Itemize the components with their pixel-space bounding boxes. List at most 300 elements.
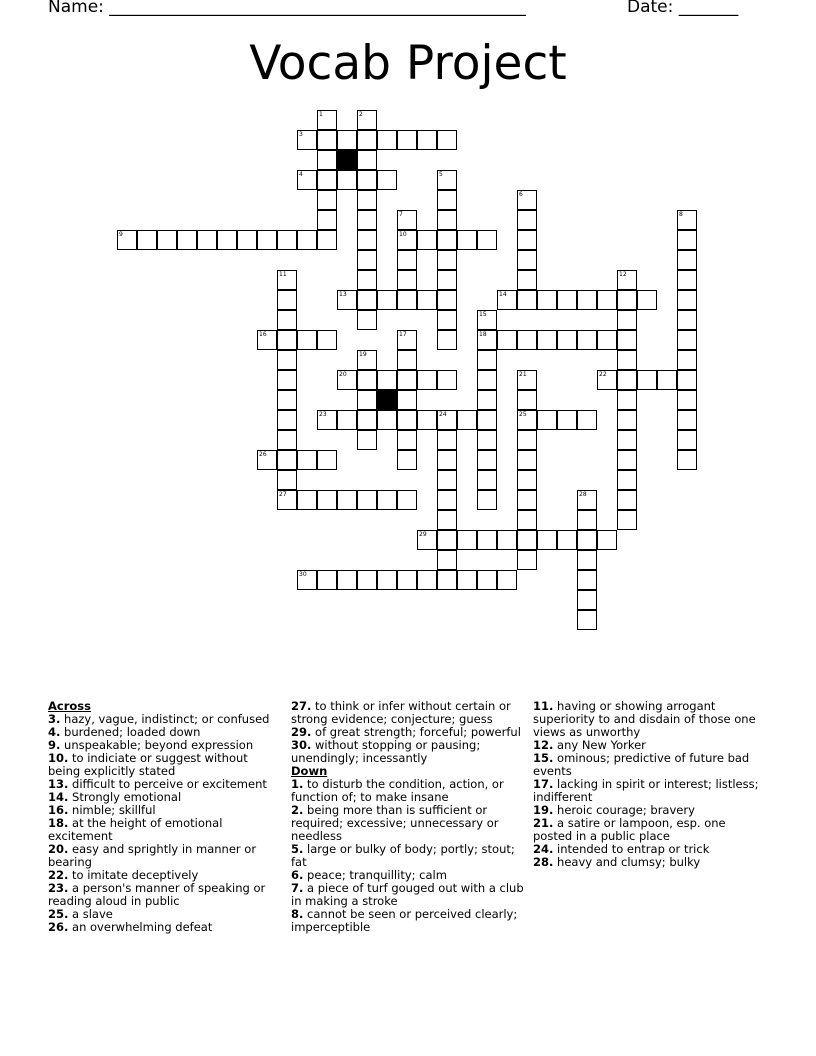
crossword-cell[interactable] bbox=[517, 410, 537, 430]
clue-number: 28 bbox=[579, 491, 587, 498]
across-clue-list bbox=[48, 713, 283, 934]
crossword-cell[interactable] bbox=[517, 510, 537, 530]
crossword-cell[interactable] bbox=[297, 490, 317, 510]
clue-text: heavy and clumsy; bulky bbox=[553, 855, 701, 869]
crossword-cell[interactable] bbox=[677, 390, 697, 410]
crossword-cell[interactable] bbox=[317, 190, 337, 210]
clue-number: 24 bbox=[439, 411, 447, 418]
crossword-cell[interactable] bbox=[317, 570, 337, 590]
clue-number: 17. bbox=[533, 777, 554, 791]
clue-text: an overwhelming defeat bbox=[68, 920, 213, 934]
clue-number: 18. bbox=[48, 816, 69, 830]
crossword-cell[interactable] bbox=[457, 570, 477, 590]
clue-number: 16. bbox=[48, 803, 69, 817]
crossword-cell[interactable] bbox=[617, 350, 637, 370]
crossword-cell[interactable] bbox=[337, 410, 357, 430]
crossword-cell[interactable] bbox=[397, 250, 417, 270]
crossword-cell[interactable] bbox=[437, 210, 457, 230]
crossword-cell[interactable] bbox=[417, 570, 437, 590]
clue-text: large or bulky of body; portly; stout; fat bbox=[291, 842, 515, 869]
crossword-cell[interactable] bbox=[357, 150, 377, 170]
clue-number: 6. bbox=[291, 868, 304, 882]
clue-item bbox=[533, 856, 768, 869]
clue-number: 26. bbox=[48, 920, 69, 934]
black-square bbox=[337, 150, 357, 170]
crossword-cell[interactable] bbox=[557, 530, 577, 550]
crossword-cell[interactable] bbox=[497, 570, 517, 590]
crossword-cell[interactable] bbox=[597, 530, 617, 550]
crossword-cell[interactable] bbox=[637, 370, 657, 390]
clue-text: to disturb the condition, action, or function of; to make insane bbox=[291, 777, 504, 804]
crossword-cell[interactable] bbox=[397, 330, 417, 350]
crossword-cell[interactable] bbox=[357, 270, 377, 290]
crossword-cell[interactable] bbox=[617, 430, 637, 450]
crossword-cell[interactable] bbox=[357, 250, 377, 270]
crossword-cell[interactable] bbox=[577, 590, 597, 610]
clue-item bbox=[291, 778, 526, 804]
clue-number: 15. bbox=[533, 751, 554, 765]
clue-number: 22 bbox=[599, 371, 607, 378]
crossword-cell[interactable] bbox=[337, 170, 357, 190]
crossword-cell[interactable] bbox=[517, 230, 537, 250]
crossword-cell[interactable] bbox=[577, 610, 597, 630]
crossword-cell[interactable] bbox=[357, 230, 377, 250]
crossword-cell[interactable] bbox=[317, 230, 337, 250]
across-clue-list-continued bbox=[291, 700, 526, 765]
crossword-cell[interactable] bbox=[677, 290, 697, 310]
clue-text: a satire or lampoon, esp. one posted in a public place bbox=[533, 816, 726, 843]
crossword-cell[interactable] bbox=[357, 110, 377, 130]
crossword-cell[interactable] bbox=[357, 430, 377, 450]
crossword-cell[interactable] bbox=[297, 570, 317, 590]
crossword-cell[interactable] bbox=[677, 310, 697, 330]
crossword-cell[interactable] bbox=[357, 190, 377, 210]
crossword-cell[interactable] bbox=[277, 350, 297, 370]
clue-number: 4 bbox=[299, 171, 303, 178]
crossword-cell[interactable] bbox=[477, 470, 497, 490]
down-heading: Down bbox=[291, 764, 328, 778]
crossword-cell[interactable] bbox=[397, 570, 417, 590]
crossword-cell[interactable] bbox=[577, 490, 597, 510]
clue-item bbox=[533, 752, 768, 778]
clue-text: being more than is sufficient or required; excessive; unnecessary or needless bbox=[291, 803, 499, 843]
crossword-cell[interactable] bbox=[277, 390, 297, 410]
crossword-cell[interactable] bbox=[537, 530, 557, 550]
crossword-cell[interactable] bbox=[297, 170, 317, 190]
crossword-cell[interactable] bbox=[457, 230, 477, 250]
crossword-cell[interactable] bbox=[477, 410, 497, 430]
crossword-cell[interactable] bbox=[557, 330, 577, 350]
crossword-cell[interactable] bbox=[117, 230, 137, 250]
crossword-cell[interactable] bbox=[517, 550, 537, 570]
clue-number: 12 bbox=[619, 271, 627, 278]
crossword-cell[interactable] bbox=[397, 210, 417, 230]
clue-text: burdened; loaded down bbox=[60, 725, 201, 739]
clue-text: unspeakable; beyond expression bbox=[60, 738, 254, 752]
clue-number: 10 bbox=[399, 231, 407, 238]
crossword-cell[interactable] bbox=[137, 230, 157, 250]
date-line: Date: _______ bbox=[627, 0, 739, 17]
crossword-cell[interactable] bbox=[317, 330, 337, 350]
clue-text: nimble; skillful bbox=[68, 803, 156, 817]
crossword-cell[interactable] bbox=[517, 330, 537, 350]
crossword-cell[interactable] bbox=[477, 430, 497, 450]
crossword-cell[interactable] bbox=[477, 450, 497, 470]
crossword-cell[interactable] bbox=[317, 150, 337, 170]
crossword-cell[interactable] bbox=[337, 290, 357, 310]
clue-text: easy and sprightly in manner or bearing bbox=[48, 842, 257, 869]
crossword-cell[interactable] bbox=[157, 230, 177, 250]
crossword-cell[interactable] bbox=[437, 190, 457, 210]
clue-number: 7. bbox=[291, 881, 304, 895]
crossword-cell[interactable] bbox=[237, 230, 257, 250]
crossword-cell[interactable] bbox=[617, 270, 637, 290]
crossword-cell[interactable] bbox=[277, 270, 297, 290]
clue-number: 25 bbox=[519, 411, 527, 418]
crossword-cell[interactable] bbox=[277, 430, 297, 450]
crossword-cell[interactable] bbox=[557, 410, 577, 430]
crossword-cell[interactable] bbox=[397, 230, 417, 250]
crossword-cell[interactable] bbox=[397, 490, 417, 510]
clue-item bbox=[533, 817, 768, 843]
clue-text: a slave bbox=[68, 907, 113, 921]
clue-number: 16 bbox=[259, 331, 267, 338]
crossword-cell[interactable] bbox=[477, 350, 497, 370]
crossword-cell[interactable] bbox=[477, 310, 497, 330]
crossword-cell[interactable] bbox=[277, 490, 297, 510]
clue-item bbox=[291, 843, 526, 869]
crossword-cell[interactable] bbox=[357, 370, 377, 390]
crossword-cell[interactable] bbox=[377, 370, 397, 390]
down-clue-list-continued bbox=[533, 700, 768, 869]
crossword-cell[interactable] bbox=[177, 230, 197, 250]
clue-text: without stopping or pausing; unendingly; incessantly bbox=[291, 738, 481, 765]
crossword-cell[interactable] bbox=[377, 170, 397, 190]
clue-number: 1. bbox=[291, 777, 304, 791]
crossword-cell[interactable] bbox=[457, 530, 477, 550]
crossword-cell[interactable] bbox=[397, 390, 417, 410]
crossword-cell[interactable] bbox=[677, 430, 697, 450]
crossword-cell[interactable] bbox=[597, 370, 617, 390]
crossword-cell[interactable] bbox=[437, 270, 457, 290]
crossword-cell[interactable] bbox=[437, 330, 457, 350]
crossword-cell[interactable] bbox=[517, 450, 537, 470]
crossword-cell[interactable] bbox=[617, 370, 637, 390]
crossword-cell[interactable] bbox=[537, 330, 557, 350]
across-heading: Across bbox=[48, 699, 91, 713]
clue-number: 28. bbox=[533, 855, 554, 869]
crossword-cell[interactable] bbox=[337, 570, 357, 590]
crossword-cell[interactable] bbox=[577, 330, 597, 350]
crossword-cell[interactable] bbox=[617, 470, 637, 490]
crossword-cell[interactable] bbox=[537, 410, 557, 430]
clue-number: 12. bbox=[533, 738, 554, 752]
crossword-cell[interactable] bbox=[477, 390, 497, 410]
page-title: Vocab Project bbox=[249, 36, 567, 91]
crossword-cell[interactable] bbox=[577, 290, 597, 310]
clue-item bbox=[291, 804, 526, 843]
crossword-cell[interactable] bbox=[297, 330, 317, 350]
clue-item bbox=[48, 921, 283, 934]
crossword-cell[interactable] bbox=[677, 330, 697, 350]
clue-text: lacking in spirit or interest; listless; indifferent bbox=[533, 777, 759, 804]
crossword-cell[interactable] bbox=[577, 550, 597, 570]
clue-number: 20. bbox=[48, 842, 69, 856]
crossword-cell[interactable] bbox=[357, 290, 377, 310]
crossword-cell[interactable] bbox=[277, 450, 297, 470]
crossword-cell[interactable] bbox=[677, 370, 697, 390]
clue-text: hazy, vague, indistinct; or confused bbox=[60, 712, 270, 726]
crossword-cell[interactable] bbox=[277, 470, 297, 490]
crossword-cell[interactable] bbox=[617, 290, 637, 310]
crossword-cell[interactable] bbox=[477, 490, 497, 510]
clue-number: 9 bbox=[119, 231, 123, 238]
crossword-cell[interactable] bbox=[497, 290, 517, 310]
clue-number: 4. bbox=[48, 725, 61, 739]
crossword-cell[interactable] bbox=[357, 570, 377, 590]
crossword-cell[interactable] bbox=[677, 250, 697, 270]
clue-item bbox=[48, 817, 283, 843]
crossword-cell[interactable] bbox=[617, 490, 637, 510]
crossword-cell[interactable] bbox=[377, 570, 397, 590]
clue-text: to indiciate or suggest without being explicitly stated bbox=[48, 751, 248, 778]
clues-column-2 bbox=[291, 700, 526, 934]
crossword-cell[interactable] bbox=[437, 490, 457, 510]
clue-number: 25. bbox=[48, 907, 69, 921]
crossword-cell[interactable] bbox=[437, 170, 457, 190]
crossword-cell[interactable] bbox=[497, 530, 517, 550]
crossword-cell[interactable] bbox=[397, 450, 417, 470]
crossword-cell[interactable] bbox=[617, 330, 637, 350]
clue-number: 5 bbox=[439, 171, 443, 178]
crossword-cell[interactable] bbox=[437, 570, 457, 590]
clue-number: 23 bbox=[319, 411, 327, 418]
crossword-cell[interactable] bbox=[377, 290, 397, 310]
crossword-cell[interactable] bbox=[517, 290, 537, 310]
clue-number: 9. bbox=[48, 738, 61, 752]
crossword-cell[interactable] bbox=[417, 130, 437, 150]
clue-number: 30. bbox=[291, 738, 312, 752]
crossword-cell[interactable] bbox=[417, 230, 437, 250]
crossword-cell[interactable] bbox=[477, 530, 497, 550]
crossword-cell[interactable] bbox=[337, 490, 357, 510]
crossword-cell[interactable] bbox=[357, 390, 377, 410]
clue-number: 27. bbox=[291, 699, 312, 713]
crossword-cell[interactable] bbox=[477, 370, 497, 390]
clue-item bbox=[291, 739, 526, 765]
crossword-cell[interactable] bbox=[677, 350, 697, 370]
crossword-cell[interactable] bbox=[297, 130, 317, 150]
crossword-cell[interactable] bbox=[257, 330, 277, 350]
crossword-cell[interactable] bbox=[357, 310, 377, 330]
crossword-cell[interactable] bbox=[517, 490, 537, 510]
crossword-cell[interactable] bbox=[517, 430, 537, 450]
crossword-cell[interactable] bbox=[437, 230, 457, 250]
crossword-cell[interactable] bbox=[677, 410, 697, 430]
crossword-cell[interactable] bbox=[677, 270, 697, 290]
clue-text: to imitate deceptively bbox=[68, 868, 199, 882]
crossword-cell[interactable] bbox=[517, 210, 537, 230]
crossword-cell[interactable] bbox=[437, 470, 457, 490]
crossword-cell[interactable] bbox=[337, 370, 357, 390]
clue-number: 6 bbox=[519, 191, 523, 198]
crossword-cell[interactable] bbox=[437, 510, 457, 530]
clue-number: 7 bbox=[399, 211, 403, 218]
clue-item bbox=[291, 882, 526, 908]
crossword-cell[interactable] bbox=[277, 230, 297, 250]
crossword-cell[interactable] bbox=[477, 330, 497, 350]
clue-item bbox=[291, 908, 526, 934]
crossword-cell[interactable] bbox=[437, 430, 457, 450]
crossword-cell[interactable] bbox=[517, 190, 537, 210]
crossword-cell[interactable] bbox=[417, 290, 437, 310]
crossword-cell[interactable] bbox=[497, 330, 517, 350]
crossword-cell[interactable] bbox=[277, 290, 297, 310]
crossword-cell[interactable] bbox=[517, 470, 537, 490]
crossword-cell[interactable] bbox=[517, 270, 537, 290]
clue-number: 8 bbox=[679, 211, 683, 218]
clue-text: a piece of turf gouged out with a club in making a stroke bbox=[291, 881, 524, 908]
clue-number: 2 bbox=[359, 111, 363, 118]
crossword-cell[interactable] bbox=[437, 250, 457, 270]
crossword-cell[interactable] bbox=[357, 350, 377, 370]
crossword-cell[interactable] bbox=[437, 450, 457, 470]
crossword-cell[interactable] bbox=[337, 130, 357, 150]
clue-number: 21. bbox=[533, 816, 554, 830]
crossword-cell[interactable] bbox=[577, 570, 597, 590]
crossword-cell[interactable] bbox=[617, 510, 637, 530]
crossword-cell[interactable] bbox=[677, 230, 697, 250]
crossword-cell[interactable] bbox=[357, 130, 377, 150]
clue-item bbox=[48, 882, 283, 908]
crossword-cell[interactable] bbox=[457, 410, 477, 430]
crossword-cell[interactable] bbox=[417, 530, 437, 550]
crossword-cell[interactable] bbox=[357, 410, 377, 430]
crossword-cell[interactable] bbox=[537, 290, 557, 310]
crossword-cell[interactable] bbox=[437, 310, 457, 330]
crossword-cell[interactable] bbox=[317, 170, 337, 190]
crossword-cell[interactable] bbox=[297, 450, 317, 470]
crossword-cell[interactable] bbox=[277, 310, 297, 330]
clue-item bbox=[291, 700, 526, 726]
clue-item bbox=[533, 700, 768, 739]
crossword-cell[interactable] bbox=[297, 230, 317, 250]
crossword-cell[interactable] bbox=[437, 410, 457, 430]
crossword-cell[interactable] bbox=[517, 370, 537, 390]
crossword-cell[interactable] bbox=[517, 250, 537, 270]
crossword-cell[interactable] bbox=[557, 290, 577, 310]
crossword-cell[interactable] bbox=[617, 450, 637, 470]
crossword-cell[interactable] bbox=[317, 110, 337, 130]
crossword-cell[interactable] bbox=[277, 370, 297, 390]
crossword-cell[interactable] bbox=[317, 130, 337, 150]
crossword-cell[interactable] bbox=[677, 210, 697, 230]
clue-number: 1 bbox=[319, 111, 323, 118]
crossword-cell[interactable] bbox=[397, 270, 417, 290]
crossword-cell[interactable] bbox=[197, 230, 217, 250]
crossword-cell[interactable] bbox=[397, 370, 417, 390]
clue-number: 10. bbox=[48, 751, 69, 765]
crossword-cell[interactable] bbox=[277, 410, 297, 430]
clue-item bbox=[533, 778, 768, 804]
clue-number: 19 bbox=[359, 351, 367, 358]
crossword-cell[interactable] bbox=[617, 410, 637, 430]
crossword-cell[interactable] bbox=[617, 390, 637, 410]
crossword-cell[interactable] bbox=[577, 510, 597, 530]
crossword-cell[interactable] bbox=[437, 550, 457, 570]
crossword-cell[interactable] bbox=[257, 230, 277, 250]
crossword-cell[interactable] bbox=[437, 290, 457, 310]
clues-column-1 bbox=[48, 700, 283, 934]
crossword-cell[interactable] bbox=[357, 170, 377, 190]
clue-number: 22. bbox=[48, 868, 69, 882]
crossword-cell[interactable] bbox=[417, 410, 437, 430]
clues-column-3 bbox=[533, 700, 768, 869]
clue-text: cannot be seen or perceived clearly; imperceptible bbox=[291, 907, 518, 934]
crossword-cell[interactable] bbox=[577, 530, 597, 550]
crossword-cell[interactable] bbox=[577, 410, 597, 430]
crossword-cell[interactable] bbox=[357, 490, 377, 510]
clue-number: 14. bbox=[48, 790, 69, 804]
crossword-cell[interactable] bbox=[517, 390, 537, 410]
down-clue-list bbox=[291, 778, 526, 934]
crossword-cell[interactable] bbox=[397, 410, 417, 430]
crossword-cell[interactable] bbox=[397, 430, 417, 450]
crossword-cell[interactable] bbox=[597, 290, 617, 310]
crossword-cell[interactable] bbox=[317, 210, 337, 230]
crossword-cell[interactable] bbox=[317, 450, 337, 470]
crossword-cell[interactable] bbox=[257, 450, 277, 470]
crossword-cell[interactable] bbox=[397, 350, 417, 370]
crossword-cell[interactable] bbox=[317, 410, 337, 430]
clue-number: 18 bbox=[479, 331, 487, 338]
crossword-cell[interactable] bbox=[217, 230, 237, 250]
crossword-cell[interactable] bbox=[397, 130, 417, 150]
crossword-cell[interactable] bbox=[437, 130, 457, 150]
crossword-cell[interactable] bbox=[317, 490, 337, 510]
crossword-cell[interactable] bbox=[357, 210, 377, 230]
crossword-cell[interactable] bbox=[677, 450, 697, 470]
crossword-cell[interactable] bbox=[477, 230, 497, 250]
crossword-cell[interactable] bbox=[517, 530, 537, 550]
crossword-cell[interactable] bbox=[617, 310, 637, 330]
crossword-cell[interactable] bbox=[437, 370, 457, 390]
crossword-cell[interactable] bbox=[377, 130, 397, 150]
clue-number: 8. bbox=[291, 907, 304, 921]
crossword-cell[interactable] bbox=[397, 290, 417, 310]
clue-text: intended to entrap or trick bbox=[553, 842, 710, 856]
name-line: Name: _________________________________________________ bbox=[48, 0, 526, 17]
clue-number: 29 bbox=[419, 531, 427, 538]
clue-number: 3 bbox=[299, 131, 303, 138]
crossword-cell[interactable] bbox=[637, 290, 657, 310]
clue-number: 23. bbox=[48, 881, 69, 895]
crossword-cell[interactable] bbox=[437, 530, 457, 550]
crossword-cell[interactable] bbox=[477, 570, 497, 590]
crossword-cell[interactable] bbox=[597, 330, 617, 350]
clue-number: 11. bbox=[533, 699, 554, 713]
crossword-cell[interactable] bbox=[277, 330, 297, 350]
crossword-cell[interactable] bbox=[657, 370, 677, 390]
clue-number: 3. bbox=[48, 712, 61, 726]
clue-number: 15 bbox=[479, 311, 487, 318]
clue-number: 5. bbox=[291, 842, 304, 856]
crossword-cell[interactable] bbox=[377, 410, 397, 430]
crossword-cell[interactable] bbox=[377, 490, 397, 510]
clue-text: heroic courage; bravery bbox=[553, 803, 695, 817]
clue-number: 13. bbox=[48, 777, 69, 791]
crossword-cell[interactable] bbox=[417, 370, 437, 390]
